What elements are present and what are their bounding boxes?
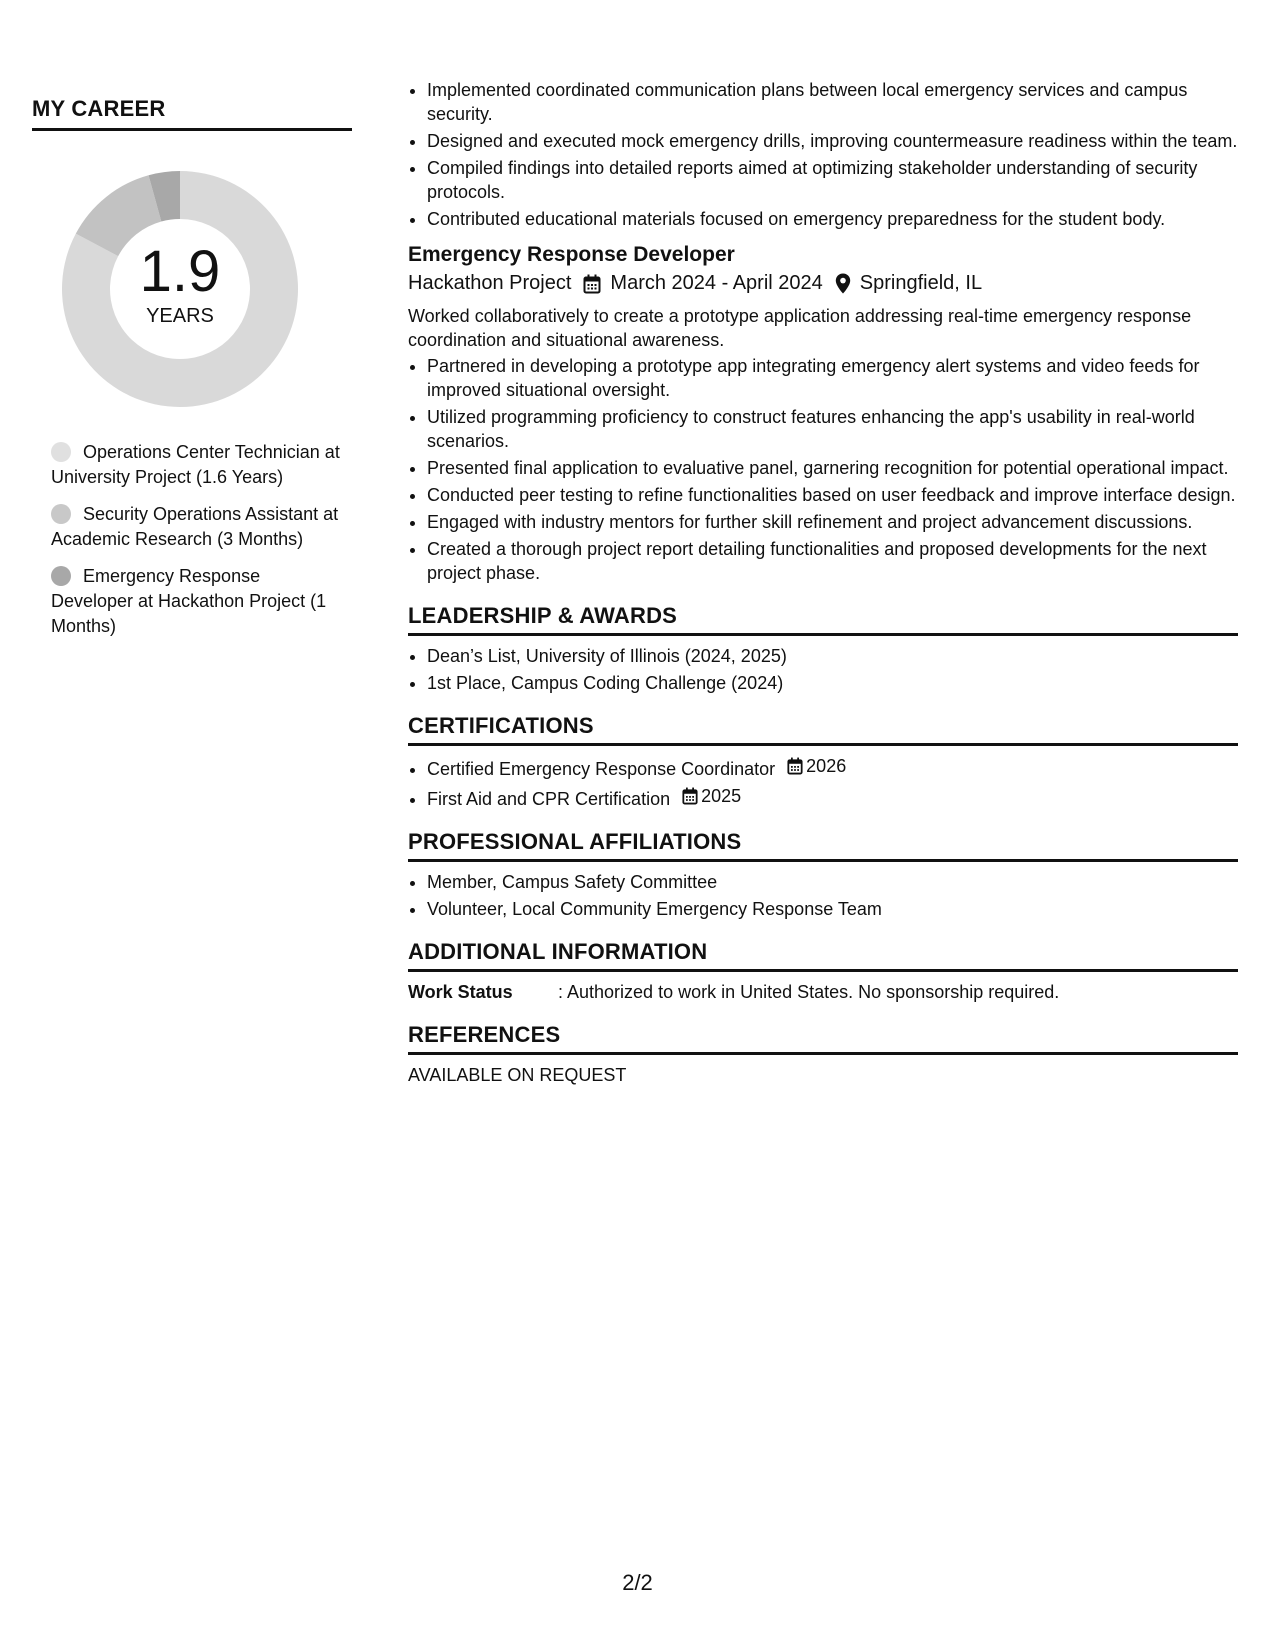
career-legend — [51, 440, 341, 639]
list-item: • 1st Place, Campus Coding Challenge (2024) — [427, 671, 1238, 695]
affiliations-section — [408, 829, 1238, 921]
affiliations-list — [408, 870, 1238, 921]
legend-item — [51, 502, 341, 552]
list-item: • Implemented coordinated communication plans between local emergency services and campus security. — [427, 78, 1238, 126]
legend-dot — [51, 504, 71, 524]
job-company: Hackathon Project — [408, 272, 572, 294]
list-item: • Compiled findings into detailed reports aimed at optimizing stakeholder understanding of security protocols. — [427, 156, 1238, 204]
calendar-icon — [583, 274, 601, 294]
work-status-row — [408, 980, 1238, 1004]
list-item: • Volunteer, Local Community Emergency Response Team — [427, 897, 1238, 921]
leadership-list — [408, 644, 1238, 695]
list-item: • Presented final application to evaluative panel, garnering recognition for potential operational impact. — [427, 456, 1238, 480]
job-dates: March 2024 - April 2024 — [610, 272, 823, 294]
prev-job-bullets — [408, 78, 1238, 231]
list-item: • Contributed educational materials focused on emergency preparedness for the student body. — [427, 207, 1238, 231]
list-item: • Utilized programming proficiency to construct features enhancing the app's usability in real-world scenarios. — [427, 405, 1238, 453]
job-bullets — [408, 354, 1238, 585]
location-pin-icon — [835, 273, 851, 294]
cert-year: 2026 — [806, 756, 847, 776]
list-item: • Dean’s List, University of Illinois (2024, 2025) — [427, 644, 1238, 668]
career-sidebar — [32, 96, 352, 651]
page-number: 2/2 — [622, 1570, 653, 1595]
list-item: • Designed and executed mock emergency drills, improving countermeasure readiness within the team. — [427, 129, 1238, 153]
work-status-value: : Authorized to work in United States. No sponsorship required. — [558, 982, 1060, 1002]
calendar-icon — [682, 787, 698, 805]
legend-item — [51, 564, 341, 639]
job-title: Emergency Response Developer — [408, 243, 735, 266]
legend-dot — [51, 442, 71, 462]
list-item: • Member, Campus Safety Committee — [427, 870, 1238, 894]
legend-item — [51, 440, 341, 490]
main-content — [408, 78, 1238, 1087]
legend-label: Operations Center Technician at University Project (1.6 Years) — [51, 442, 340, 487]
cert-year-wrap — [682, 784, 741, 808]
list-item: • Engaged with industry mentors for further skill refinement and project advancement discussions. — [427, 510, 1238, 534]
donut-center — [55, 164, 305, 414]
work-status-label: Work Status — [408, 982, 513, 1002]
cert-name: Certified Emergency Response Coordinator — [427, 759, 776, 779]
total-years-unit: YEARS — [146, 304, 214, 327]
total-years-value: 1.9 — [139, 238, 221, 304]
section-title: REFERENCES — [408, 1022, 1238, 1055]
legend-label: Security Operations Assistant at Academic Research (3 Months) — [51, 504, 339, 549]
leadership-section — [408, 603, 1238, 695]
section-title: PROFESSIONAL AFFILIATIONS — [408, 829, 1238, 862]
references-text: AVAILABLE ON REQUEST — [408, 1065, 627, 1085]
list-item: • Created a thorough project report detailing functionalities and proposed developments for the next project phase. — [427, 537, 1238, 585]
legend-label: Emergency Response Developer at Hackathon Project (1 Months) — [51, 566, 327, 636]
list-item: • Conducted peer testing to refine functionalities based on user feedback and improve interface design. — [427, 483, 1238, 507]
additional-info-section — [408, 939, 1238, 1004]
cert-year-wrap — [787, 754, 846, 778]
certifications-section — [408, 713, 1238, 811]
list-item: • Partnered in developing a prototype app integrating emergency alert systems and video feeds for improved situational oversight. — [427, 354, 1238, 402]
career-title: MY CAREER — [32, 96, 352, 131]
cert-year: 2025 — [701, 786, 742, 806]
job-description: Worked collaboratively to create a prototype application addressing real-time emergency response coordination and situational awareness. — [408, 306, 1192, 350]
list-item — [427, 754, 1238, 781]
calendar-icon — [787, 757, 803, 775]
section-title: LEADERSHIP & AWARDS — [408, 603, 1238, 636]
section-title: ADDITIONAL INFORMATION — [408, 939, 1238, 972]
job-location: Springfield, IL — [859, 272, 983, 294]
certifications-list — [408, 754, 1238, 811]
references-section — [408, 1022, 1238, 1087]
job-meta — [408, 272, 1238, 295]
career-donut-chart — [55, 164, 305, 414]
job-entry — [408, 243, 1238, 585]
list-item — [427, 784, 1238, 811]
cert-name: First Aid and CPR Certification — [427, 789, 671, 809]
section-title: CERTIFICATIONS — [408, 713, 1238, 746]
legend-dot — [51, 566, 71, 586]
